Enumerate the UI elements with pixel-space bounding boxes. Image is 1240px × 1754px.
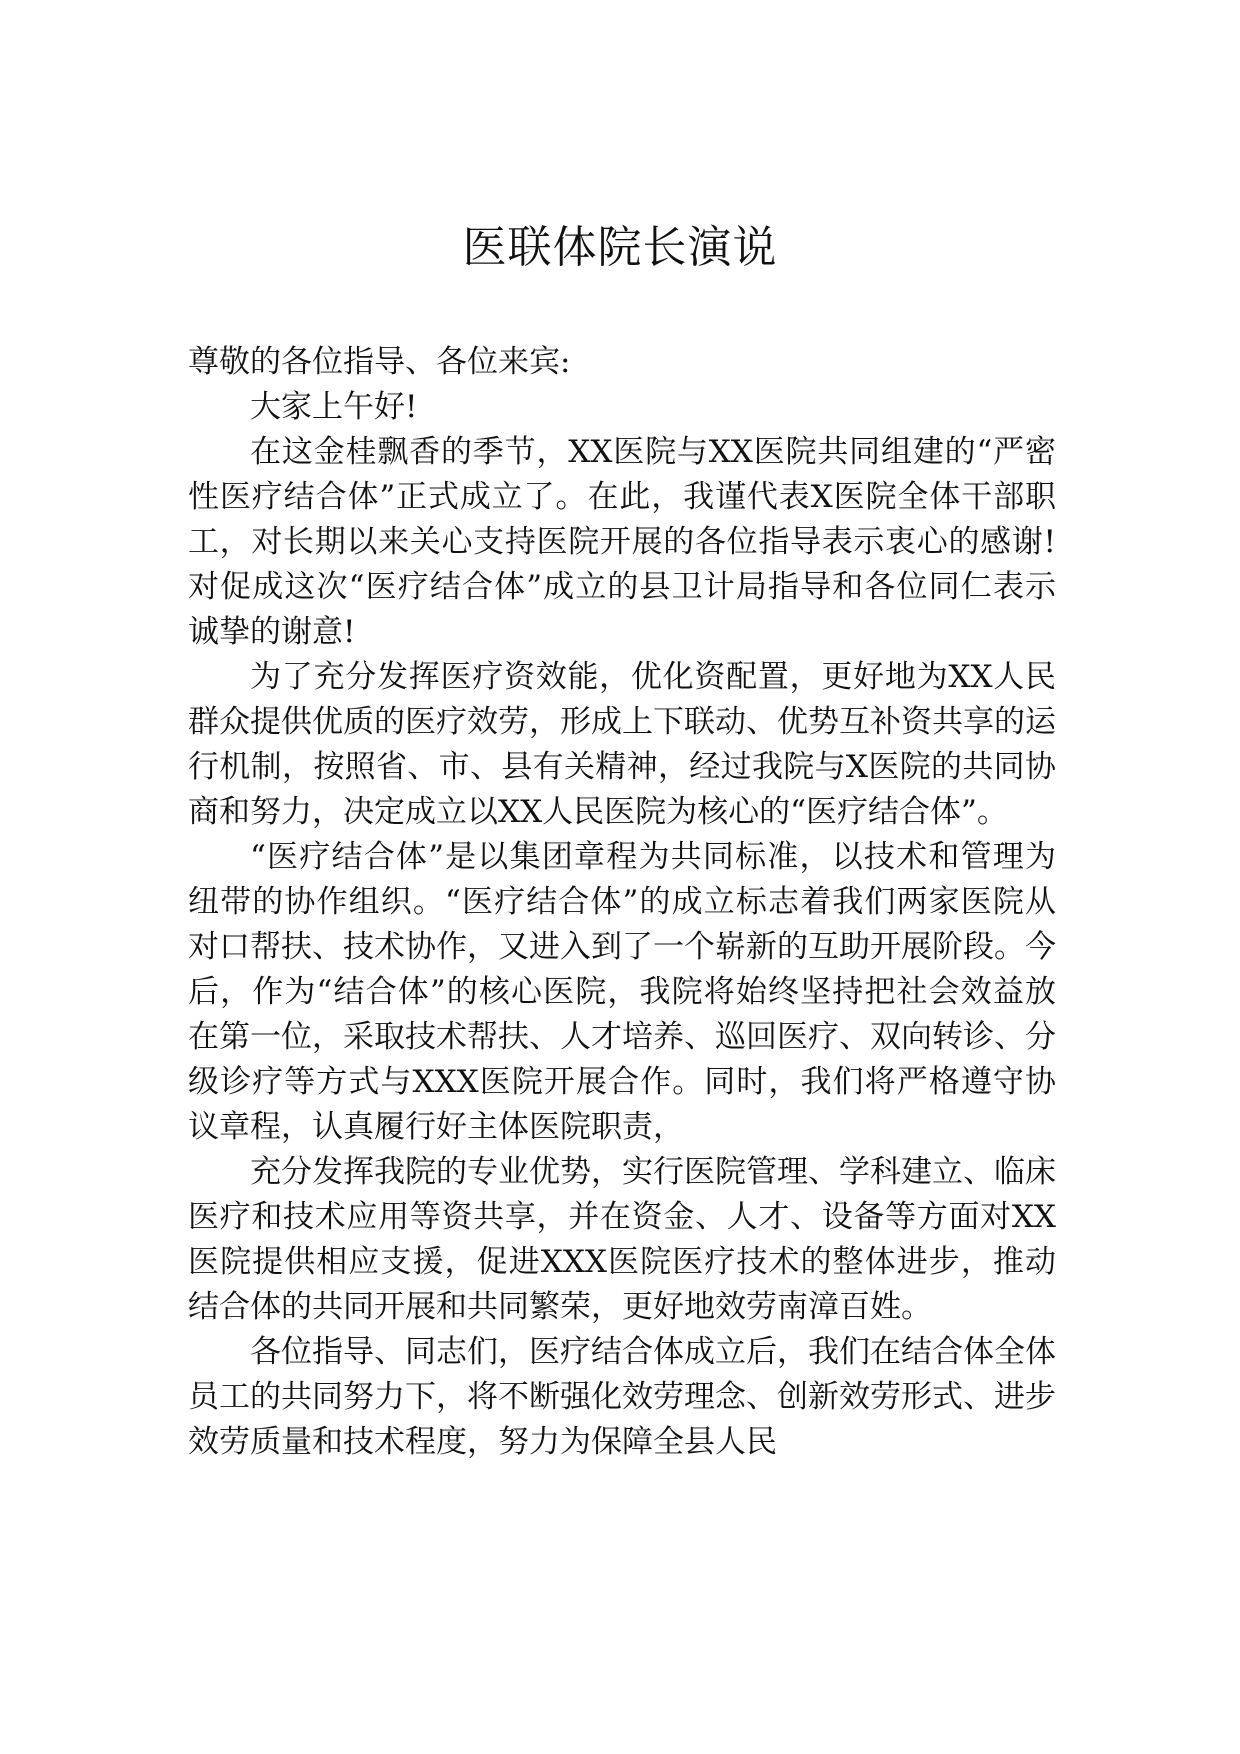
paragraph-1: 在这金桂飘香的季节，XX医院与XX医院共同组建的“严密性医疗结合体”正式成立了。在此，我谨代表X医院全体干部职工，对长期以来关心支持医院开展的各位指导表示衷心的感谢!对促成这次“医疗结合体”成立的县卫计局指导和各位同仁表示诚挚的谢意! <box>188 434 1056 650</box>
paragraph-2: 为了充分发挥医疗资效能，优化资配置，更好地为XX人民群众提供优质的医疗效劳，形成上下联动、优势互补资共享的运行机制，按照省、市、县有关精神，经过我院与X医院的共同协商和努力，决定成立以XX人民医院为核心的“医疗结合体”。 <box>188 659 1056 830</box>
paragraph-3: “医疗结合体”是以集团章程为共同标准，以技术和管理为纽带的协作组织。“医疗结合体”的成立标志着我们两家医院从对口帮扶、技术协作，又进入到了一个崭新的互助开展阶段。今后，作为“结合体”的核心医院，我院将始终坚持把社会效益放在第一位，采取技术帮扶、人才培养、巡回医疗、双向转诊、分级诊疗等方式与XXX医院开展合作。同时，我们将严格遵守协议章程，认真履行好主体医院职责， <box>188 839 1056 1145</box>
paragraph-5: 各位指导、同志们，医疗结合体成立后，我们在结合体全体员工的共同努力下，将不断强化效劳理念、创新效劳形式、进步效劳质量和技术程度，努力为保障全县人民 <box>188 1334 1056 1460</box>
document-body <box>188 340 1056 1465</box>
document-title: 医联体院长演说 <box>462 222 778 273</box>
salutation: 尊敬的各位指导、各位来宾: <box>188 344 571 380</box>
paragraph-4: 充分发挥我院的专业优势，实行医院管理、学科建立、临床医疗和技术应用等资共享，并在资金、人才、设备等方面对XX医院提供相应支援，促进XXX医院医疗技术的整体进步，推动结合体的共同开展和共同繁荣，更好地效劳南漳百姓。 <box>188 1154 1056 1325</box>
paragraph-greeting: 大家上午好! <box>250 389 418 425</box>
